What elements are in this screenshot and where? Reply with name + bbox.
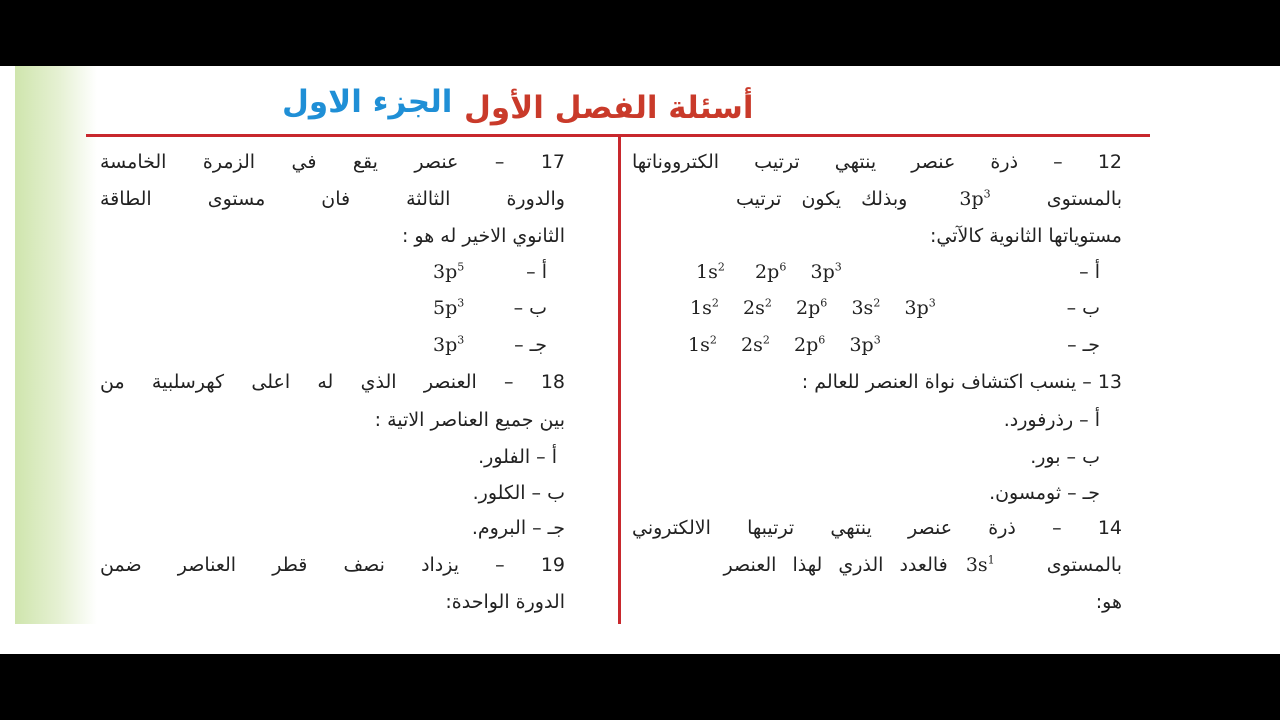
q14-line2-end: فالعدد الذري لهذا العنصر [723,554,948,576]
document-page [0,66,1280,654]
option-label: ب – [1066,297,1100,319]
q17-option-c [100,327,565,363]
q12-orbital: $3p^3$ [959,187,991,210]
option-label: جـ – [514,334,547,356]
q17-line2: والدورة الثالثة فان مستوى الطاقة [100,188,565,210]
option-config: $1s^2$ $2s^2$ $2p^6$ $3s^2$ $3p^3$ [690,296,936,319]
option-config: $1s^2$ $2s^2$ $2p^6$ $3p^3$ [688,333,881,356]
q14-line3: هو: [1095,591,1122,613]
q14-orbital: $3s^1$ [965,553,995,576]
q17-line1: 17 – عنصر يقع في الزمرة الخامسة [100,151,565,173]
q14-line2 [632,547,1122,583]
q18-option-c: جـ – البروم. [471,517,565,539]
q17-line3: الثانوي الاخير له هو : [401,225,565,247]
q12-line3: مستوياتها الثانوية كالآتي: [929,225,1122,247]
q13-option-c: جـ – ثومسون. [989,482,1100,504]
q17-option-b [100,290,565,326]
option-config: $1s^2$ $2p^6$ $3p^3$ [696,260,842,283]
q13-option-a: أ – رذرفورد. [1003,409,1100,431]
q12-line2 [632,181,1122,217]
page-right-edge [1270,66,1280,624]
q12-option-a [632,254,1122,290]
q19-line1: 19 – يزداد نصف قطر العناصر ضمن [100,554,565,576]
option-value: $3p^3$ [433,333,465,356]
option-label: ب – [513,297,547,319]
q12-line1: 12 – ذرة عنصر ينتهي ترتيب الكترووناتها [632,151,1122,173]
option-label: أ – [526,261,547,283]
q12-option-c [632,327,1122,363]
q12-option-b [632,290,1122,326]
q14-line1: 14 – ذرة عنصر ينتهي ترتيبها الالكتروني [632,517,1122,539]
page-gradient-edge [15,66,97,624]
option-value: $3p^5$ [433,260,465,283]
q14-line2-start: بالمستوى [1046,554,1122,576]
q17-option-a [100,254,565,290]
q19-line2: الدورة الواحدة: [445,591,565,613]
q18-line1: 18 – العنصر الذي له اعلى كهرسلبية من [100,371,565,393]
option-label: أ – [1079,261,1100,283]
page-title: أسئلة الفصل الأول [464,90,754,126]
q13-option-b: ب – بور. [1030,446,1100,468]
q12-line2-end: وبذلك يكون ترتيب [735,188,908,210]
q18-option-b: ب – الكلور. [472,482,565,504]
page-subtitle: الجزء الاول [282,84,453,120]
option-value: $5p^3$ [433,296,465,319]
q18-option-a: أ – الفلور. [478,446,557,468]
column-divider [618,137,621,624]
q18-line2: بين جميع العناصر الاتية : [374,409,565,431]
q13-line1: 13 – ينسب اكتشاف نواة العنصر للعالم : [801,371,1122,393]
option-label: جـ – [1067,334,1100,356]
q12-line2-start: بالمستوى [1046,188,1122,210]
